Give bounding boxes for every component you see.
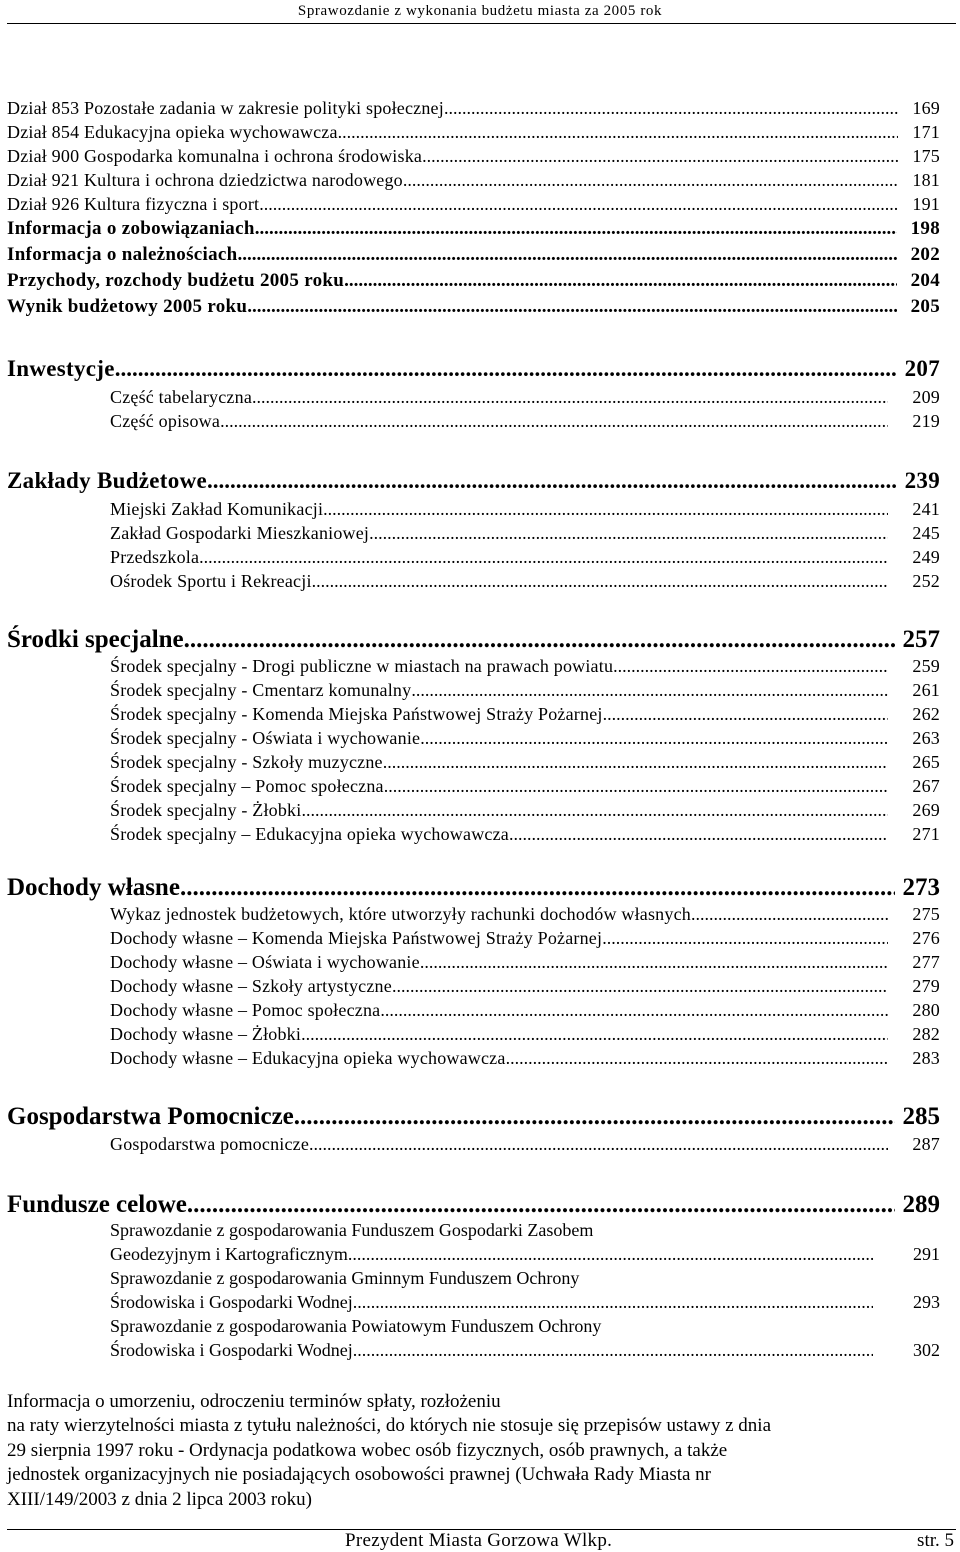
footer-page-number: str. 5 bbox=[917, 1530, 954, 1551]
section-heading[interactable] bbox=[7, 1190, 940, 1220]
toc-entry-title: Geodezyjnym i Kartograficznym bbox=[110, 1244, 348, 1264]
dot-leader bbox=[422, 144, 898, 168]
toc-entry-title: Zakład Gospodarki Mieszkaniowej bbox=[110, 523, 370, 543]
toc-entry-title: Środek specjalny - Szkoły muzyczne bbox=[110, 752, 383, 772]
toc-entry[interactable] bbox=[110, 385, 940, 409]
toc-entry-title: Dochody własne – Pomoc społeczna bbox=[110, 1000, 381, 1020]
toc-entry-title: Gospodarstwa Pomocnicze bbox=[7, 1103, 294, 1130]
dot-leader bbox=[403, 168, 899, 192]
toc-entry-title: Środek specjalny – Pomoc społeczna bbox=[110, 776, 384, 796]
paragraph-line: 29 sierpnia 1997 roku - Ordynacja podatkowa wobec osób fizycznych, osób prawnych, a także bbox=[7, 1440, 728, 1461]
dot-leader bbox=[199, 545, 888, 569]
toc-page-number: 273 bbox=[902, 874, 940, 901]
toc-entry[interactable] bbox=[110, 409, 940, 433]
toc-entry[interactable] bbox=[110, 998, 940, 1022]
section-heading[interactable] bbox=[7, 466, 940, 496]
toc-entry-title: Dział 854 Edukacyjna opieka wychowawcza bbox=[7, 122, 338, 142]
toc-page-number: 198 bbox=[910, 218, 940, 239]
dot-leader bbox=[411, 678, 888, 702]
dot-leader bbox=[444, 96, 898, 120]
toc-entry[interactable] bbox=[7, 144, 940, 168]
dot-leader bbox=[383, 750, 889, 774]
toc-entry[interactable] bbox=[110, 1242, 940, 1266]
toc-entry-title: Wykaz jednostek budżetowych, które utworzyły rachunki dochodów własnych bbox=[110, 904, 691, 924]
section-heading[interactable] bbox=[7, 354, 940, 384]
toc-page-number: 219 bbox=[912, 411, 940, 431]
toc-page-number: 277 bbox=[912, 952, 940, 972]
toc-page-number: 289 bbox=[902, 1191, 940, 1218]
toc-entry-title: Dochody własne bbox=[7, 874, 180, 901]
toc-page-number: 207 bbox=[904, 356, 940, 381]
toc-entry[interactable] bbox=[110, 798, 940, 822]
toc-page-number: 202 bbox=[910, 244, 940, 265]
toc-page-number: 291 bbox=[913, 1244, 940, 1264]
toc-entry[interactable] bbox=[110, 1022, 940, 1046]
toc-entry-title: Środek specjalny – Edukacyjna opieka wychowawcza bbox=[110, 824, 509, 844]
header-rule bbox=[7, 23, 956, 24]
toc-entry-title: Środek specjalny - Komenda Miejska Państwowej Straży Pożarnej bbox=[110, 704, 603, 724]
dot-leader bbox=[238, 243, 897, 267]
toc-entry-title: Dział 926 Kultura fizyczna i sport bbox=[7, 194, 260, 214]
dot-leader bbox=[187, 1190, 895, 1220]
dot-leader bbox=[602, 926, 888, 950]
page-footer bbox=[0, 1530, 960, 1550]
toc-entry-title: Dział 900 Gospodarka komunalna i ochrona środowiska bbox=[7, 146, 423, 166]
toc-entry-title: Środek specjalny - Cmentarz komunalny bbox=[110, 680, 412, 700]
paragraph-line: na raty wierzytelności miasta z tytułu należności, do których nie stosuje się przepisów ustawy z dnia bbox=[7, 1415, 772, 1436]
toc-entry-title: Środowiska i Gospodarki Wodnej bbox=[110, 1292, 353, 1312]
dot-leader bbox=[207, 466, 897, 496]
toc-entry[interactable] bbox=[7, 295, 940, 319]
toc-entry-title: Środek specjalny - Oświata i wychowanie bbox=[110, 728, 421, 748]
toc-entry[interactable] bbox=[7, 269, 940, 293]
toc-entry[interactable] bbox=[110, 1046, 940, 1070]
toc-page-number: 282 bbox=[912, 1024, 940, 1044]
toc-page-number: 302 bbox=[913, 1340, 940, 1360]
toc-entry-title: Dochody własne – Żłobki bbox=[110, 1024, 302, 1044]
toc-entry[interactable] bbox=[110, 1338, 940, 1362]
toc-page-number: 262 bbox=[912, 704, 940, 724]
section-heading[interactable] bbox=[7, 873, 940, 903]
toc-page-number: 209 bbox=[912, 387, 940, 407]
toc-entry[interactable] bbox=[110, 569, 940, 593]
toc-page-number: 169 bbox=[912, 98, 940, 118]
paragraph-line: jednostek organizacyjnych nie posiadających osobowości prawnej (Uchwała Rady Miasta nr bbox=[7, 1464, 712, 1485]
toc-page-number: 204 bbox=[910, 270, 940, 291]
toc-page-number: 263 bbox=[912, 728, 940, 748]
toc-entry-title: Dochody własne – Szkoły artystyczne bbox=[110, 976, 392, 996]
toc-entry[interactable] bbox=[110, 702, 940, 726]
toc-page-number: 259 bbox=[912, 656, 940, 676]
toc-page-number: 265 bbox=[912, 752, 940, 772]
toc-entry-first-line: Sprawozdanie z gospodarowania Funduszem Gospodarki Zasobem bbox=[110, 1220, 594, 1240]
toc-entry-title: Informacja o zobowiązaniach bbox=[7, 218, 255, 239]
toc-page-number: 283 bbox=[912, 1048, 940, 1068]
toc-entry[interactable] bbox=[110, 822, 940, 846]
dot-leader bbox=[259, 192, 898, 216]
page-header: Sprawozdanie z wykonania budżetu miasta za 2005 rok bbox=[297, 3, 663, 19]
dot-leader bbox=[115, 354, 897, 384]
toc-entry[interactable] bbox=[110, 1132, 940, 1156]
toc-page-number: 267 bbox=[912, 776, 940, 796]
dot-leader bbox=[613, 654, 888, 678]
toc-entry[interactable] bbox=[7, 217, 940, 241]
dot-leader bbox=[312, 569, 889, 593]
dot-leader bbox=[252, 385, 888, 409]
toc-page-number: 271 bbox=[912, 824, 940, 844]
dot-leader bbox=[338, 120, 899, 144]
toc-page-number: 287 bbox=[912, 1134, 940, 1154]
toc-page-number: 181 bbox=[912, 170, 940, 190]
dot-leader bbox=[353, 1290, 873, 1314]
toc-entry[interactable] bbox=[7, 120, 940, 144]
toc-entry-title: Dochody własne – Oświata i wychowanie bbox=[110, 952, 420, 972]
dot-leader bbox=[180, 873, 895, 903]
dot-leader bbox=[506, 1046, 889, 1070]
toc-page-number: 205 bbox=[910, 296, 940, 317]
toc-entry-title: Fundusze celowe bbox=[7, 1191, 187, 1218]
dot-leader bbox=[220, 409, 888, 433]
toc-entry-title: Część opisowa bbox=[110, 411, 221, 431]
toc-entry-title: Dochody własne – Komenda Miejska Państwowej Straży Pożarnej bbox=[110, 928, 603, 948]
toc-page-number: 275 bbox=[912, 904, 940, 924]
toc-entry[interactable] bbox=[110, 726, 940, 750]
dot-leader bbox=[255, 217, 897, 241]
toc-entry-title: Przedszkola bbox=[110, 547, 200, 567]
toc-entry[interactable] bbox=[110, 1290, 940, 1314]
section-heading[interactable] bbox=[7, 625, 940, 655]
toc-entry[interactable] bbox=[110, 774, 940, 798]
toc-page-number: 245 bbox=[912, 523, 940, 543]
dot-leader bbox=[380, 998, 888, 1022]
toc-entry-title: Środki specjalne bbox=[7, 626, 184, 653]
dot-leader bbox=[184, 625, 895, 655]
toc-page-number: 239 bbox=[904, 468, 940, 493]
toc-entry[interactable] bbox=[110, 750, 940, 774]
dot-leader bbox=[301, 1022, 888, 1046]
toc-entry[interactable] bbox=[7, 243, 940, 267]
dot-leader bbox=[348, 1242, 873, 1266]
toc-entry-title: Ośrodek Sportu i Rekreacji bbox=[110, 571, 312, 591]
toc-entry[interactable] bbox=[110, 678, 940, 702]
toc-page-number: 269 bbox=[912, 800, 940, 820]
toc-entry[interactable] bbox=[110, 902, 940, 926]
toc-entry[interactable] bbox=[110, 926, 940, 950]
dot-leader bbox=[323, 497, 888, 521]
toc-entry-first-line: Sprawozdanie z gospodarowania Powiatowym Funduszem Ochrony bbox=[110, 1316, 602, 1336]
toc-page-number: 249 bbox=[912, 547, 940, 567]
toc-entry-title: Gospodarstwa pomocnicze bbox=[110, 1134, 310, 1154]
toc-entry[interactable] bbox=[110, 974, 940, 998]
toc-page-number: 252 bbox=[912, 571, 940, 591]
dot-leader bbox=[420, 950, 889, 974]
toc-page-number: 280 bbox=[912, 1000, 940, 1020]
toc-entry[interactable] bbox=[110, 545, 940, 569]
dot-leader bbox=[353, 1338, 873, 1362]
dot-leader bbox=[392, 974, 888, 998]
toc-entry[interactable] bbox=[110, 654, 940, 678]
toc-entry-title: Dochody własne – Edukacyjna opieka wychowawcza bbox=[110, 1048, 506, 1068]
toc-entry-title: Przychody, rozchody budżetu 2005 roku bbox=[7, 270, 345, 291]
toc-entry-title: Środowiska i Gospodarki Wodnej bbox=[110, 1340, 353, 1360]
dot-leader bbox=[247, 295, 896, 319]
toc-page-number: 279 bbox=[912, 976, 940, 996]
toc-entry-title: Środek specjalny - Drogi publiczne w miastach na prawach powiatu bbox=[110, 656, 614, 676]
toc-page-number: 191 bbox=[912, 194, 940, 214]
toc-entry-title: Informacja o należnościach bbox=[7, 244, 238, 265]
paragraph-line: Informacja o umorzeniu, odroczeniu terminów spłaty, rozłożeniu bbox=[7, 1391, 501, 1412]
toc-entry-title: Zakłady Budżetowe bbox=[7, 468, 207, 493]
footer-author: Prezydent Miasta Gorzowa Wlkp. bbox=[345, 1530, 613, 1551]
toc-entry[interactable] bbox=[7, 96, 940, 120]
toc-entry[interactable] bbox=[7, 192, 940, 216]
toc-page-number: 171 bbox=[912, 122, 940, 142]
toc-entry-title: Inwestycje bbox=[7, 356, 115, 381]
toc-page-number: 285 bbox=[902, 1103, 940, 1130]
dot-leader bbox=[309, 1132, 888, 1156]
toc-entry-first-line: Sprawozdanie z gospodarowania Gminnym Funduszem Ochrony bbox=[110, 1268, 580, 1288]
toc-page-number: 293 bbox=[913, 1292, 940, 1312]
toc-entry-title: Dział 921 Kultura i ochrona dziedzictwa narodowego bbox=[7, 170, 403, 190]
toc-page-number: 257 bbox=[902, 626, 940, 653]
toc-entry[interactable] bbox=[110, 497, 940, 521]
toc-page-number: 276 bbox=[912, 928, 940, 948]
dot-leader bbox=[420, 726, 888, 750]
dot-leader bbox=[691, 902, 888, 926]
paragraph-line: XIII/149/2003 z dnia 2 lipca 2003 roku) bbox=[7, 1489, 312, 1510]
toc-entry[interactable] bbox=[110, 950, 940, 974]
section-heading[interactable] bbox=[7, 1102, 940, 1132]
toc-page-number: 175 bbox=[912, 146, 940, 166]
toc-entry[interactable] bbox=[7, 168, 940, 192]
dot-leader bbox=[294, 1102, 895, 1132]
toc-page-number: 241 bbox=[912, 499, 940, 519]
toc-page-number: 261 bbox=[912, 680, 940, 700]
toc-entry-title: Dział 853 Pozostałe zadania w zakresie polityki społecznej bbox=[7, 98, 444, 118]
toc-entry-title: Miejski Zakład Komunikacji bbox=[110, 499, 324, 519]
toc-entry-title: Część tabelaryczna bbox=[110, 387, 253, 407]
dot-leader bbox=[369, 521, 888, 545]
dot-leader bbox=[603, 702, 889, 726]
dot-leader bbox=[301, 798, 888, 822]
toc-entry[interactable] bbox=[110, 521, 940, 545]
dot-leader bbox=[344, 269, 896, 293]
toc-entry-title: Środek specjalny - Żłobki bbox=[110, 800, 302, 820]
toc-entry-title: Wynik budżetowy 2005 roku bbox=[7, 296, 248, 317]
dot-leader bbox=[384, 774, 889, 798]
dot-leader bbox=[509, 822, 888, 846]
